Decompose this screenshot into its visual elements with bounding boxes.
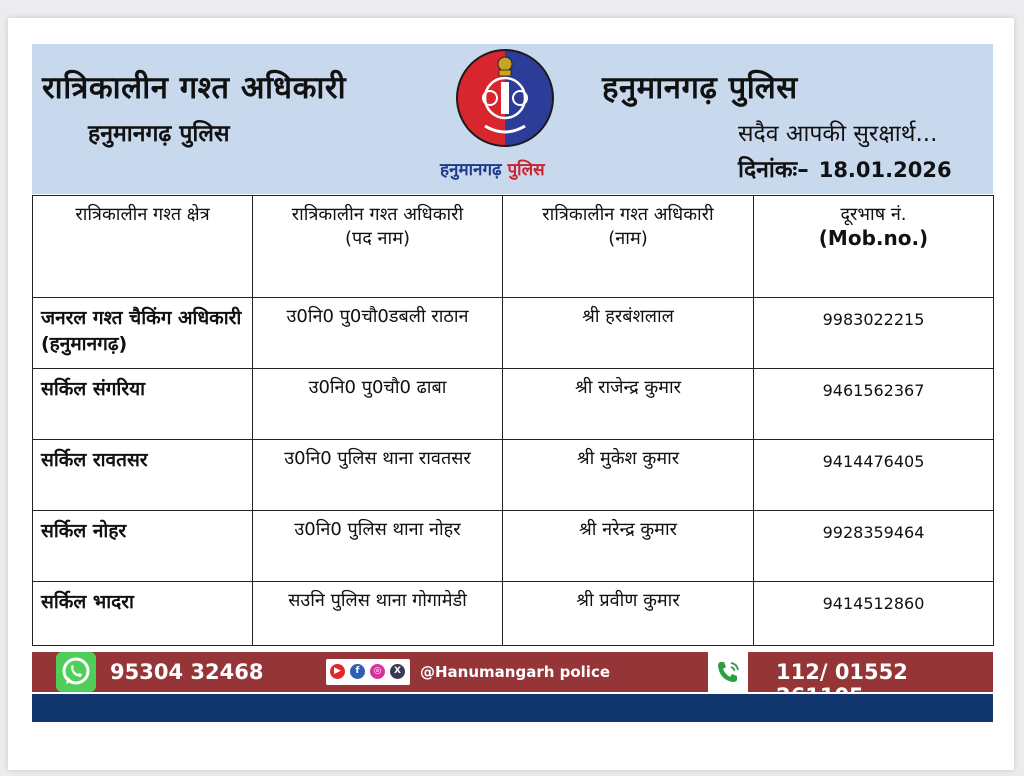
- date-value: 18.01.2026: [818, 158, 952, 182]
- logo-caption: [440, 157, 545, 180]
- table-row: [33, 511, 994, 582]
- row-phone: 9461562367: [754, 369, 994, 440]
- table-row: [33, 582, 994, 646]
- row-area: सर्किल भादरा: [33, 582, 253, 646]
- logo-caption-part1: हनुमानगढ़: [440, 160, 502, 180]
- youtube-icon: ▶: [330, 664, 345, 679]
- row-post: उ0नि0 पुलिस थाना रावतसर: [253, 440, 503, 511]
- row-area: जनरल गश्त चैकिंग अधिकारी (हनुमानगढ़): [33, 298, 253, 369]
- header-phone-line1: दूरभाष नं.: [840, 204, 907, 225]
- whatsapp-number: 95304 32468: [110, 660, 264, 684]
- header-post-line2: (पद नाम): [345, 228, 410, 249]
- table-row: [33, 298, 994, 369]
- instagram-icon: ◎: [370, 664, 385, 679]
- header-cell-post: [253, 196, 503, 298]
- table-row: [33, 440, 994, 511]
- row-post: उ0नि0 पुलिस थाना नोहर: [253, 511, 503, 582]
- header-name-line2: (नाम): [608, 228, 648, 249]
- header-tagline: सदैव आपकी सुरक्षार्थ...: [738, 121, 938, 147]
- patrol-officers-table: [32, 195, 994, 646]
- header-cell-phone: [754, 196, 994, 298]
- row-officer-name: श्री राजेन्द्र कुमार: [503, 369, 754, 440]
- row-phone: 9928359464: [754, 511, 994, 582]
- row-post: सउनि पुलिस थाना गोगामेडी: [253, 582, 503, 646]
- row-officer-name: श्री नरेन्द्र कुमार: [503, 511, 754, 582]
- row-post: उ0नि0 पु0चौ0 ढाबा: [253, 369, 503, 440]
- row-post: उ0नि0 पु0चौ0डबली राठान: [253, 298, 503, 369]
- rajasthan-police-emblem-icon: [455, 48, 555, 148]
- header-title: रात्रिकालीन गश्त अधिकारी: [42, 70, 347, 106]
- x-icon: X: [390, 664, 405, 679]
- helpline-number: 112/ 01552: [776, 660, 908, 684]
- row-phone: 9414476405: [754, 440, 994, 511]
- row-officer-name: श्री प्रवीण कुमार: [503, 582, 754, 646]
- header-banner: [32, 44, 993, 194]
- facebook-icon: f: [350, 664, 365, 679]
- footer-blue-strip: [32, 694, 993, 722]
- table-header-row: [33, 196, 994, 298]
- header-cell-area: [33, 196, 253, 298]
- social-icons: [326, 659, 410, 685]
- header-cell-name: [503, 196, 754, 298]
- row-officer-name: श्री मुकेश कुमार: [503, 440, 754, 511]
- row-area: सर्किल संगरिया: [33, 369, 253, 440]
- social-handle: @Hanumangarh police: [420, 663, 611, 681]
- header-date: [738, 152, 952, 184]
- footer-contact-bar: [32, 652, 993, 692]
- logo-caption-part2: पुलिस: [507, 160, 545, 180]
- row-phone: 9414512860: [754, 582, 994, 646]
- table-row: [33, 369, 994, 440]
- row-officer-name: श्री हरबंशलाल: [503, 298, 754, 369]
- header-subtitle: हनुमानगढ़ पुलिस: [88, 121, 230, 147]
- header-post-line1: रात्रिकालीन गश्त अधिकारी: [291, 204, 464, 225]
- row-area: सर्किल रावतसर: [33, 440, 253, 511]
- header-police-name: हनुमानगढ़ पुलिस: [602, 70, 798, 106]
- row-area: सर्किल नोहर: [33, 511, 253, 582]
- whatsapp-icon: [56, 652, 96, 692]
- header-name-line1: रात्रिकालीन गश्त अधिकारी: [542, 204, 714, 225]
- row-phone: 9983022215: [754, 298, 994, 369]
- header-area-line1: रात्रिकालीन गश्त क्षेत्र: [75, 204, 210, 225]
- date-label: दिनांकः–: [738, 157, 809, 183]
- phone-icon: [708, 652, 748, 692]
- header-phone-line2: (Mob.no.): [818, 226, 929, 250]
